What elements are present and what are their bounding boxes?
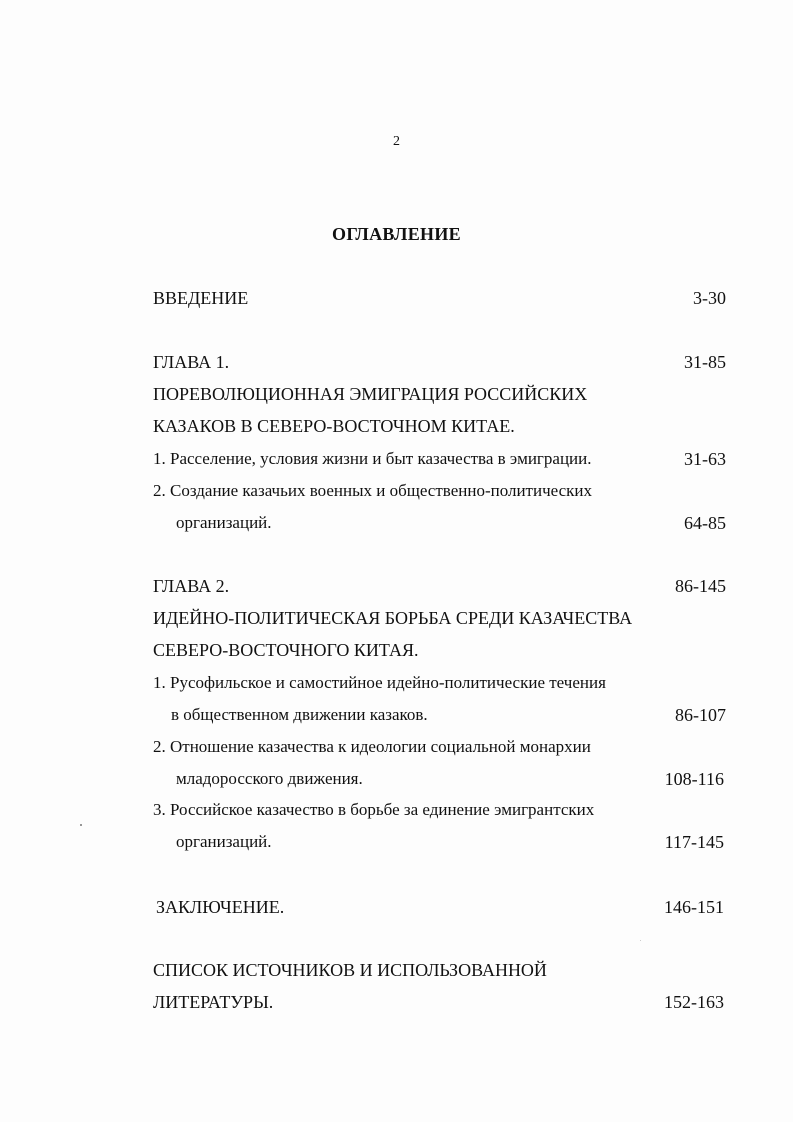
toc-bibliography-line1: СПИСОК ИСТОЧНИКОВ И ИСПОЛЬЗОВАННОЙ [153, 960, 547, 980]
toc-chapter2-heading: ГЛАВА 2. [153, 576, 230, 596]
toc-chapter1-section2-line1: 2. Создание казачьих военных и общественно-политических [153, 481, 593, 500]
scan-speck [80, 824, 82, 826]
toc-chapter2-section1-line2: в общественном движении казаков. [171, 705, 428, 724]
toc-chapter2-section2-line1: 2. Отношение казачества к идеологии социальной монархии [153, 737, 591, 756]
toc-chapter2-section1-pages: 86-107 [675, 705, 726, 725]
toc-chapter1-section2-line2: организаций. [176, 513, 272, 532]
toc-chapter2-pages: 86-145 [675, 576, 726, 596]
scan-speck [640, 940, 641, 941]
toc-chapter2-section3-line1: 3. Российское казачество в борьбе за единение эмигрантских [153, 800, 595, 819]
toc-chapter1-section2-pages: 64-85 [684, 513, 726, 533]
toc-chapter2-section2-pages: 108-116 [664, 769, 724, 789]
toc-pages-introduction: 3-30 [693, 288, 726, 308]
toc-chapter2-title-line1: ИДЕЙНО-ПОЛИТИЧЕСКАЯ БОРЬБА СРЕДИ КАЗАЧЕСТВА [153, 608, 633, 628]
toc-chapter1-title-line2: КАЗАКОВ В СЕВЕРО-ВОСТОЧНОМ КИТАЕ. [153, 416, 515, 436]
toc-chapter1-section1: 1. Расселение, условия жизни и быт казачества в эмиграции. [153, 449, 592, 468]
toc-pages-conclusion: 146-151 [664, 897, 724, 917]
toc-chapter2-section2-line2: младоросского движения. [176, 769, 363, 788]
toc-chapter2-title-line2: СЕВЕРО-ВОСТОЧНОГО КИТАЯ. [153, 640, 419, 660]
toc-chapter2-section3-pages: 117-145 [664, 832, 724, 852]
toc-entry-introduction: ВВЕДЕНИЕ [153, 288, 249, 308]
toc-chapter2-section1-line1: 1. Русофильское и самостийное идейно-политические течения [153, 673, 606, 692]
toc-entry-conclusion: ЗАКЛЮЧЕНИЕ. [156, 897, 285, 917]
toc-chapter1-pages: 31-85 [684, 352, 726, 372]
page-number: 2 [393, 134, 400, 149]
toc-chapter2-section3-line2: организаций. [176, 832, 272, 851]
toc-chapter1-title-line1: ПОРЕВОЛЮЦИОННАЯ ЭМИГРАЦИЯ РОССИЙСКИХ [153, 384, 588, 404]
toc-bibliography-line2: ЛИТЕРАТУРЫ. [153, 992, 274, 1012]
toc-chapter1-heading: ГЛАВА 1. [153, 352, 230, 372]
toc-pages-bibliography: 152-163 [664, 992, 724, 1012]
toc-chapter1-section1-pages: 31-63 [684, 449, 726, 469]
toc-title: ОГЛАВЛЕНИЕ [332, 224, 461, 244]
